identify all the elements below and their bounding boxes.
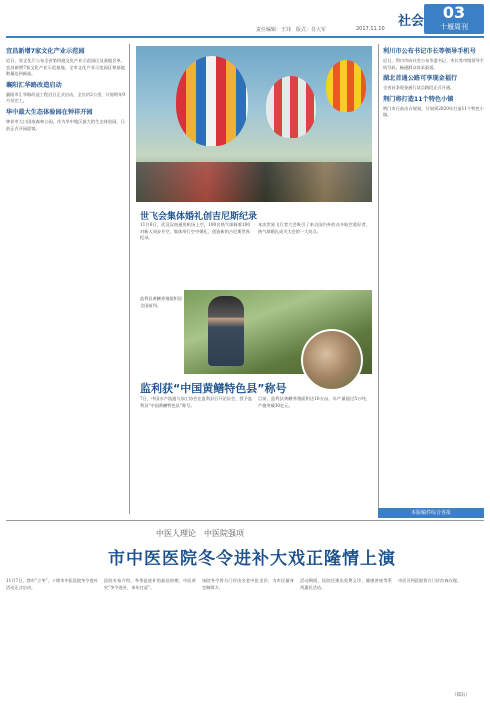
newspaper-page [6,4,484,699]
paper-name: 十堰周刊 [440,23,468,31]
left-paragraph-1: 近日，省文化厅公布全省第四批文化产业示范园区及基地名单，宜昌新增7家文化产业示范基地，全市文化产业示范园区和基地数量达到新高。 [6,58,125,77]
lower-headline: 市中医医院冬令进补大戏正隆情上演 [108,549,396,569]
section-divider [6,520,484,521]
wedding-text-1: 11月6日，武汉汉南通用机场上空，100名热气球载着100对新人同步升空，集体举行空中婚礼，创造新的吉尼斯世界纪录。 [140,222,250,241]
balloon-wedding-photo [136,46,372,202]
hot-air-balloon [326,60,366,112]
hot-air-balloon [176,56,248,146]
lower-text-col-3: 该院冬令膏方门诊由名老中医坐诊，为市民量身定制膏方。 [202,578,294,590]
left-headline-3: 华中最大生态体验园在钟祥开园 [6,108,93,116]
editor-credits: 责任编辑：王玮 版式：肖大军 [256,27,327,33]
eel-closeup-photo [301,329,363,391]
right-headline-2: 湖北首通公路可享现金福行 [383,75,458,83]
eel-text-2: 目前，监利县黄鳝养殖面积达10万亩，年产量超过5万吨，产值突破30亿元。 [258,396,370,408]
lower-kicker: 中医人理论 中医院强项 [156,529,244,538]
top-photo-headline: 世飞会集体婚礼创吉尼斯纪录 [140,212,258,222]
page-badge [424,4,484,34]
left-headline-2: 襄阳汇华路改造启动 [6,81,62,89]
left-paragraph-3: 钟祥市大口国家森林公园，作为华中地区最大的生态体验园，日前正式开园迎客。 [6,118,125,131]
issue-date: 2017.11.10 [356,26,385,32]
wedding-text-2: 本次世界飞行者大会吸引了来自国内外的众多航空爱好者，热气球婚礼成为大会的一大亮点。 [258,222,370,234]
lower-text-col-2: 医院专家介绍，冬季是进补的最佳时期，中医讲究“冬令进补，来年打虎”。 [104,578,196,590]
masthead [6,4,484,40]
crowd [136,162,372,202]
hot-air-balloon [266,76,316,138]
lower-text-col-5: 市民可到医院膏方门诊咨询办理。 [398,578,461,583]
eel-text-side: 监利县黄鳝养殖面积居全国前列。 [140,296,182,308]
left-paragraph-2: 襄阳市汇华路改造工程近日正式启动，全长约2公里，计划明年9月份完工。 [6,91,125,104]
right-paragraph-2: 全省首条现金通行试点路段正式开通。 [383,85,455,91]
right-column [378,44,484,514]
byline: （郑石） [452,693,470,698]
left-headline-1: 宜昌新增7家文化产业示范园 [6,48,85,55]
eel-text-1: 7日，中国水产流通与加工协会在监利县召开论证会，授予监利县“中国黄鳝特色县”称号。 [140,396,252,408]
right-headline-1: 利川市公布书记市长等领导手机号 [383,48,476,55]
right-headline-3: 荆门将打造11个特色小镇 [383,95,454,103]
right-paragraph-3: 荆门市日前出台规划，计划到2020年打造11个特色小镇。 [383,105,484,118]
eel-headline: 监利获“中国黄鳝特色县”称号 [140,382,287,395]
lower-text-col-1: 11月7日，我市“立冬”，十堰市中医医院冬令进补活动正式启动。 [6,578,98,590]
right-paragraph-1: 近日，利川市向社会公布市委书记、市长等市级领导手机号码，畅通群众诉求渠道。 [383,58,484,70]
page-number: 03 [442,3,466,22]
lower-text-col-4: 活动期间，医院还推出免费义诊、健康讲座等系列惠民活动。 [300,578,392,590]
farmer-figure [208,296,244,366]
header-rule [6,36,484,38]
section-title: 社会 [398,14,425,29]
left-column [6,44,130,514]
sources-banner: 本版稿件综合各报 [378,508,484,518]
